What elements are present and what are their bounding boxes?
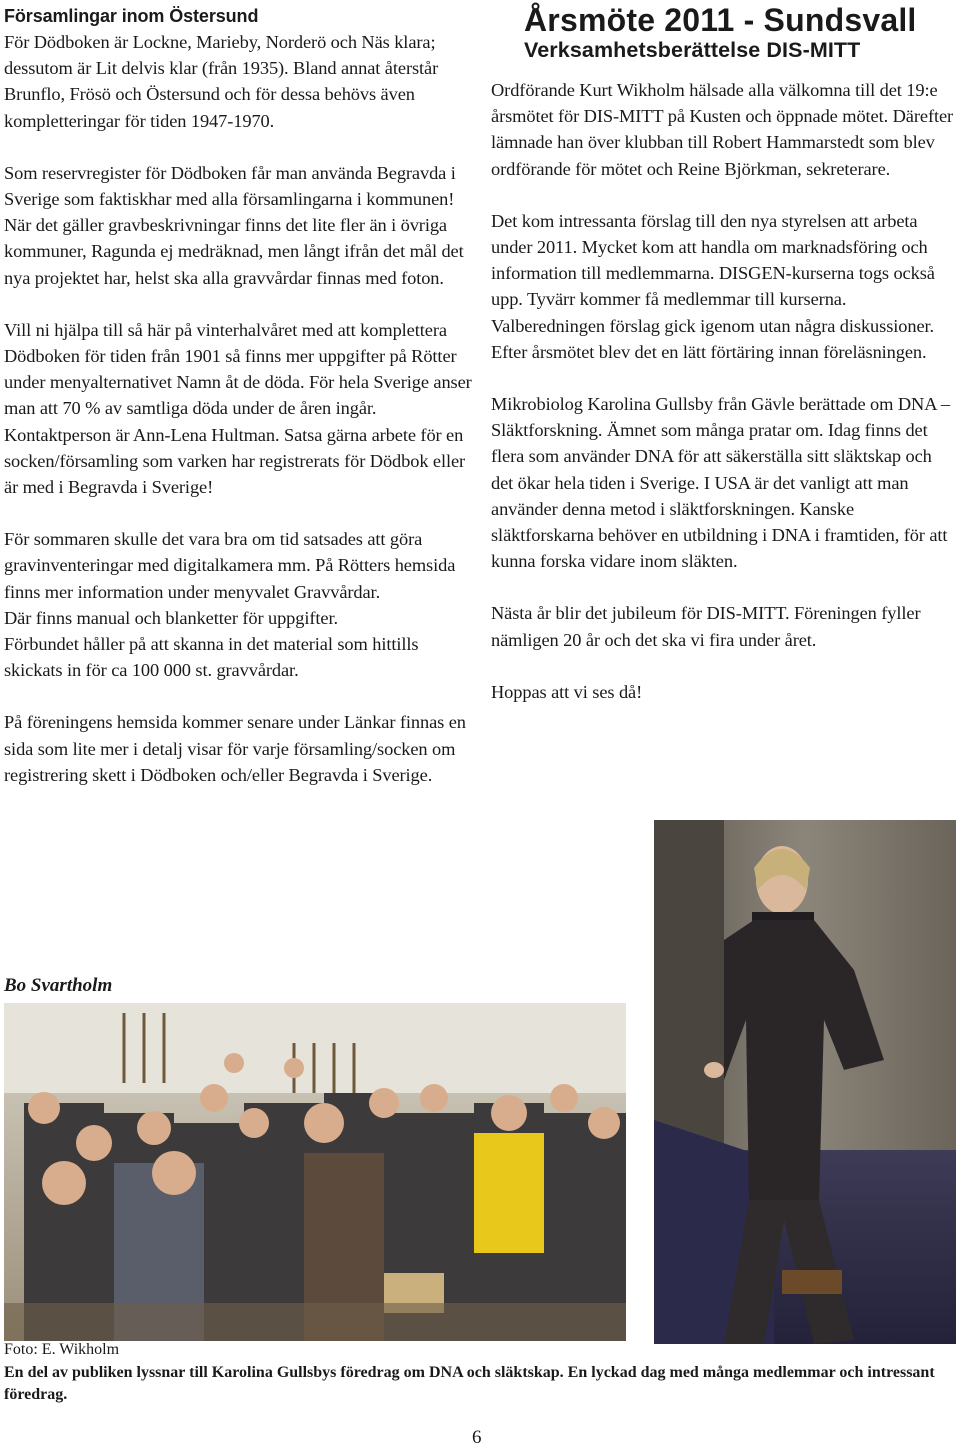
left-column [4,0,474,788]
paragraph: Som reservregister för Dödboken får man använda Begravda i Sverige som faktiskhar med alla församlingarna i kommunen! När det gäller gravbeskrivningar finns det lite fler än i övriga kommuner, Ragunda ej medräknad, men långt ifrån det mål det nya projektet har, helst ska alla gravvårdar finnas med foton. [4,162,464,288]
audience-photo [4,1003,626,1341]
article-subtitle: Verksamhetsberättelse DIS-MITT [524,38,861,62]
paragraph: Hoppas att vi ses då! [491,681,643,702]
section-heading: Församlingar inom Östersund [4,6,259,26]
paragraph: Vill ni hjälpa till så här på vinterhalvåret med att komplettera Dödboken för tiden från 1901 så finns mer uppgifter på Rötter under menyalternativet Namn åt de döda. För hela Sverige anser man att 70 % av samtliga döda under de åren ingår. Kontaktperson är Ann-Lena Hultman. Satsa gärna arbete för en socken/församling som varken har registrerats för Dödbok eller är med i Begravda i Sverige! [4,319,472,498]
paragraph: För sommaren skulle det vara bra om tid satsades att göra gravinventeringar med digitalkamera mm. På Rötters hemsida finns mer information under menyvalet Gravvårdar. [4,529,456,602]
photo-caption: En del av publiken lyssnar till Karolina Gullsbys föredrag om DNA och släktskap. En lyckad dag med många medlemmar och intressant föredrag. [4,1364,935,1403]
right-column [491,0,957,705]
paragraph: Det kom intressanta förslag till den nya styrelsen att arbeta under 2011. Mycket kom att handla om marknadsföring och information till medlemmarna. DISGEN-kurserna togs också upp. Tyvärr kommer få medlemmar till kurserna. Valberedningen förslag gick igenom utan några diskussioner. Efter årsmötet blev det en lätt förtäring innan föreläsningen. [491,210,935,362]
paragraph: Förbundet håller på att skanna in det material som hittills skickats in för ca 100 000 st. gravvårdar. [4,634,419,681]
page-number: 6 [472,1427,482,1448]
photo-credit: Foto: E. Wikholm [4,1341,120,1358]
audience-photo-image [4,1003,626,1341]
speaker-photo-image [654,820,956,1344]
paragraph: Där finns manual och blanketter för uppgifter. [4,607,338,628]
paragraph: På föreningens hemsida kommer senare under Länkar finnas en sida som lite mer i detalj visar för varje församling/socken om registrering skett i Dödboken och/eller Begravda i Sverige. [4,712,466,785]
speaker-photo [654,820,956,1344]
article-title: Årsmöte 2011 - Sundsvall [524,2,917,38]
paragraph: För Dödboken är Lockne, Marieby, Norderö och Näs klara; dessutom är Lit delvis klar (från 1935). Bland annat återstår Brunflo, Frösö och Östersund och för dessa behövs även kompletteringar för tiden 1947-1970. [4,32,439,131]
paragraph: Mikrobiolog Karolina Gullsby från Gävle berättade om DNA – Släktforskning. Ämnet som många pratar om. Idag finns det flera som använder DNA för att säkerställa sitt släktskap och det ökar hela tiden i Sverige. I USA är det vanligt att man använder denna metod i släktforskningen. Kanske släktforskarna behöver en utbildning i DNA i framtiden, för att kunna forska vidare inom släkten. [491,394,950,572]
paragraph: Ordförande Kurt Wikholm hälsade alla välkomna till det 19:e årsmötet för DIS-MITT på Kusten och öppnade mötet. Därefter lämnade han över klubban till Robert Hammarstedt som blev ordförande för mötet och Reine Björkman, sekreterare. [491,80,954,179]
author-signature: Bo Svartholm [4,975,113,996]
paragraph: Nästa år blir det jubileum för DIS-MITT. Föreningen fyller nämligen 20 år och det ska vi fira under året. [491,603,921,650]
